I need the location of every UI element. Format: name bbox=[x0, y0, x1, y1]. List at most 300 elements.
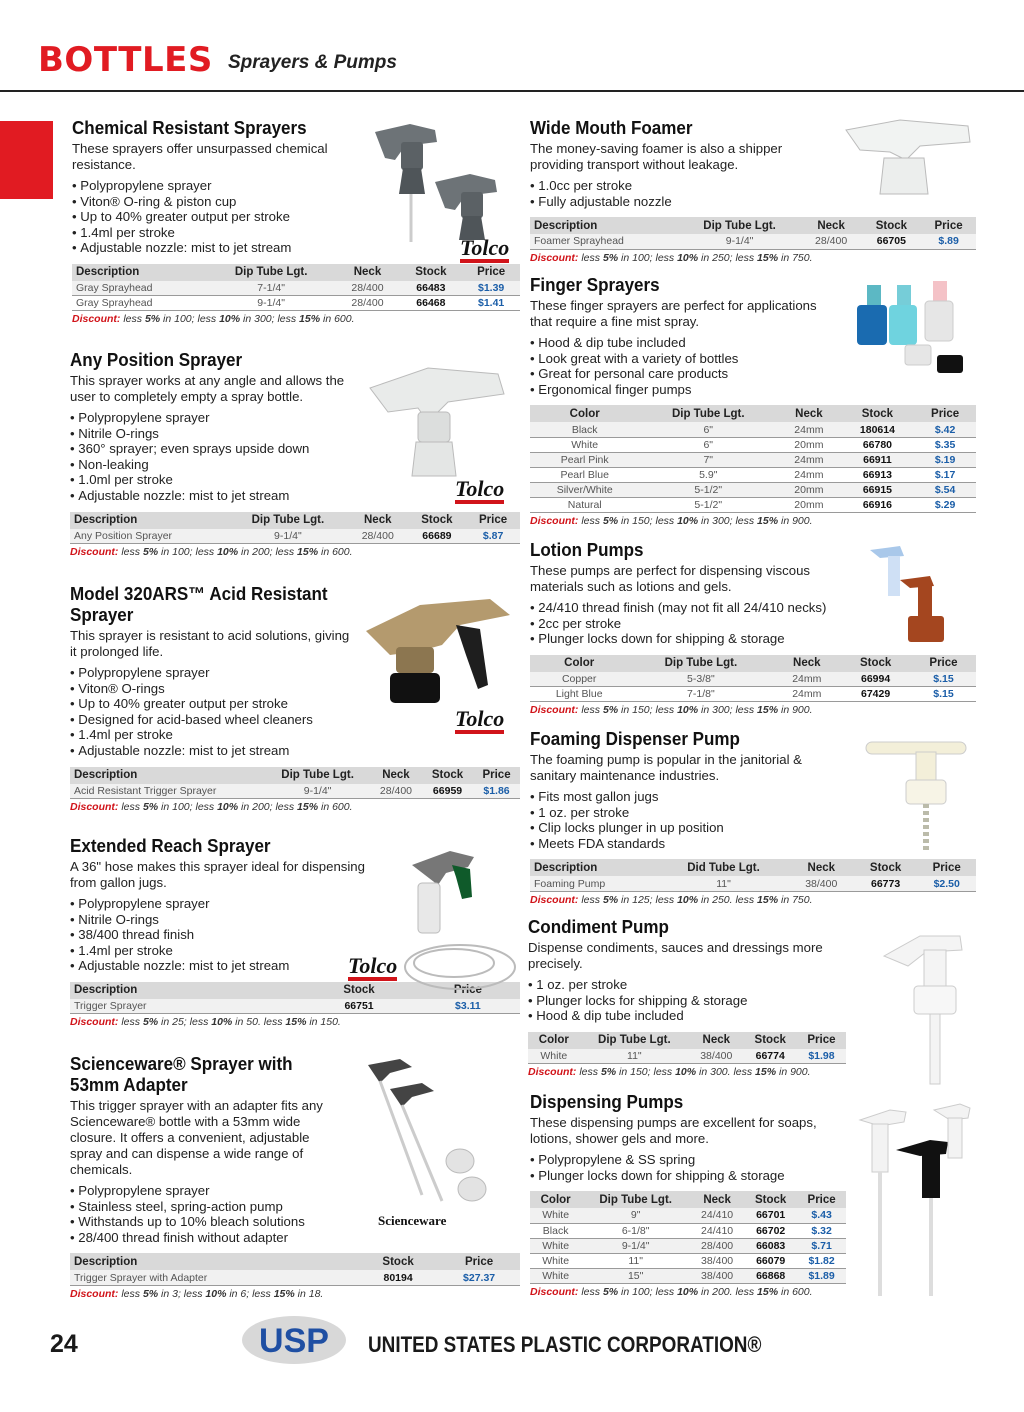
lotion-pumps-image bbox=[860, 540, 955, 660]
table-row bbox=[530, 422, 976, 437]
product-table bbox=[70, 512, 520, 545]
column-header: Neck bbox=[773, 655, 840, 672]
column-header: Price bbox=[416, 982, 520, 999]
table-cell: 28/400 bbox=[801, 234, 862, 249]
discount-note: Discount: less 5% in 125; less 10% in 250. less 15% in 750. bbox=[530, 893, 813, 906]
table-cell: $1.98 bbox=[797, 1049, 846, 1064]
table-header-row bbox=[530, 217, 976, 234]
section-description: A 36" hose makes this sprayer ideal for dispensing from gallon jugs. bbox=[70, 859, 365, 890]
column-header: Dip Tube Lgt. bbox=[265, 767, 370, 784]
feature-item: • Stainless steel, spring-action pump bbox=[70, 1199, 520, 1215]
table-cell: 28/400 bbox=[335, 281, 399, 296]
table-cell: $.29 bbox=[914, 497, 976, 512]
section-title: Dispensing Pumps bbox=[530, 1091, 684, 1112]
table-cell: 24mm bbox=[773, 672, 840, 687]
section-description: This sprayer is resistant to acid solutions, giving it prolonged life. bbox=[70, 628, 350, 659]
section-title: Model 320ARS™ Acid Resistant Sprayer bbox=[70, 583, 328, 625]
section-description: These dispensing pumps are excellent for soaps, lotions, shower gels and more. bbox=[530, 1115, 817, 1146]
table-row bbox=[72, 296, 520, 311]
table-cell: Gray Sprayhead bbox=[72, 281, 207, 296]
table-cell: 20mm bbox=[777, 497, 841, 512]
section-description: These finger sprayers are perfect for applications that require a fine mist spray. bbox=[530, 298, 817, 329]
scienceware-sprayer-image bbox=[350, 1055, 490, 1205]
tolco-logo: Tolco bbox=[348, 953, 397, 981]
table-cell: $.19 bbox=[914, 452, 976, 467]
feature-item: • Ergonomical finger pumps bbox=[530, 382, 976, 398]
discount-note: Discount: less 5% in 150; less 10% in 300; less 15% in 900. bbox=[530, 514, 813, 527]
product-table bbox=[530, 859, 976, 892]
table-cell: 9-1/4" bbox=[228, 529, 348, 544]
table-cell: 28/400 bbox=[370, 784, 422, 799]
table-cell: White bbox=[530, 437, 639, 452]
table-header-row bbox=[72, 264, 520, 281]
page-subtitle: Sprayers & Pumps bbox=[228, 52, 397, 73]
section-description: The foaming pump is popular in the janitorial & sanitary maintenance industries. bbox=[530, 752, 802, 783]
table-cell: Foamer Sprayhead bbox=[530, 234, 678, 249]
table-cell: 9-1/4" bbox=[581, 1238, 690, 1253]
table-header-row bbox=[530, 1191, 846, 1208]
table-cell: 38/400 bbox=[690, 1253, 744, 1268]
table-cell: Pearl Blue bbox=[530, 467, 639, 482]
finger-sprayers-image bbox=[845, 275, 975, 405]
feature-item: • Polypropylene sprayer bbox=[70, 896, 520, 912]
feature-item: • 1.4ml per stroke bbox=[70, 943, 520, 959]
table-cell: 24mm bbox=[777, 467, 841, 482]
column-header: Price bbox=[462, 264, 520, 281]
section-title: Scienceware® Sprayer with 53mm Adapter bbox=[70, 1053, 293, 1095]
table-cell: 20mm bbox=[777, 482, 841, 497]
product-table bbox=[530, 405, 976, 513]
section-title: Extended Reach Sprayer bbox=[70, 835, 271, 856]
table-cell: White bbox=[530, 1253, 581, 1268]
dispensing-pumps-section bbox=[530, 1091, 846, 1298]
foaming-dispenser-pump-image bbox=[860, 736, 975, 856]
column-header: Neck bbox=[370, 767, 422, 784]
table-cell: 66959 bbox=[422, 784, 473, 799]
table-cell: 66701 bbox=[744, 1208, 797, 1223]
table-cell: 66468 bbox=[400, 296, 463, 311]
feature-item: • Non-leaking bbox=[70, 457, 520, 473]
tolco-logo: Tolco bbox=[455, 706, 504, 734]
column-header: Stock bbox=[744, 1032, 797, 1049]
table-cell: 24mm bbox=[777, 422, 841, 437]
table-cell: $.32 bbox=[797, 1223, 846, 1238]
table-cell: $.15 bbox=[911, 672, 976, 687]
column-header: Neck bbox=[335, 264, 399, 281]
table-cell: Gray Sprayhead bbox=[72, 296, 207, 311]
discount-note: Discount: less 5% in 100; less 10% in 200. less 15% in 600. bbox=[530, 1285, 813, 1298]
column-header: Neck bbox=[690, 1191, 744, 1208]
column-header: Stock bbox=[358, 1253, 438, 1270]
table-cell: 66994 bbox=[840, 672, 911, 687]
column-header: Neck bbox=[789, 859, 854, 876]
wide-mouth-foamer-image bbox=[840, 112, 975, 197]
table-cell: 66915 bbox=[841, 482, 915, 497]
feature-item: • 1.4ml per stroke bbox=[70, 727, 520, 743]
feature-item: • Plunger locks for shipping & storage bbox=[528, 993, 846, 1009]
extended-reach-sprayer-image bbox=[390, 845, 520, 1005]
table-cell: Pearl Pink bbox=[530, 452, 639, 467]
column-header: Stock bbox=[862, 217, 922, 234]
scienceware-logo: Scienceware bbox=[378, 1213, 447, 1228]
company-name: UNITED STATES PLASTIC CORPORATION® bbox=[368, 1332, 762, 1357]
table-header-row bbox=[530, 405, 976, 422]
table-cell: $1.82 bbox=[797, 1253, 846, 1268]
dispensing-pumps-image bbox=[850, 1096, 975, 1301]
table-cell: 24/410 bbox=[690, 1208, 744, 1223]
acid-resistant-sprayer-image bbox=[360, 585, 525, 710]
table-cell: 180614 bbox=[841, 422, 915, 437]
table-cell: 24/410 bbox=[690, 1223, 744, 1238]
table-cell: 66916 bbox=[841, 497, 915, 512]
table-row bbox=[70, 529, 520, 544]
feature-item: • 2cc per stroke bbox=[530, 616, 976, 632]
section-description: These sprayers offer unsurpassed chemical resistance. bbox=[72, 141, 328, 172]
table-cell: 66702 bbox=[744, 1223, 797, 1238]
column-header: Stock bbox=[841, 405, 915, 422]
product-table bbox=[530, 1191, 846, 1284]
section-title: Finger Sprayers bbox=[530, 274, 660, 295]
feature-item: • 360° sprayer; even sprays upside down bbox=[70, 441, 520, 457]
table-cell: Black bbox=[530, 422, 639, 437]
section-title: Foaming Dispenser Pump bbox=[530, 728, 740, 749]
section-description: The money-saving foamer is also a shipper providing transport without leakage. bbox=[530, 141, 783, 172]
tolco-logo: Tolco bbox=[460, 235, 509, 263]
usp-logo bbox=[240, 1314, 348, 1366]
section-title: Chemical Resistant Sprayers bbox=[72, 117, 307, 138]
column-header: Did Tube Lgt. bbox=[658, 859, 789, 876]
column-header: Neck bbox=[777, 405, 841, 422]
feature-list bbox=[528, 977, 846, 1024]
feature-item: • Withstands up to 10% bleach solutions bbox=[70, 1214, 520, 1230]
feature-item: • 28/400 thread finish without adapter bbox=[70, 1230, 520, 1246]
table-cell: 11" bbox=[580, 1049, 689, 1064]
column-header: Stock bbox=[744, 1191, 797, 1208]
table-row bbox=[530, 452, 976, 467]
table-cell: 66868 bbox=[744, 1268, 797, 1283]
table-cell: $.42 bbox=[914, 422, 976, 437]
table-cell: 66774 bbox=[744, 1049, 797, 1064]
table-cell: 5-1/2" bbox=[639, 497, 777, 512]
column-header: Stock bbox=[840, 655, 911, 672]
table-row bbox=[528, 1049, 846, 1064]
svg-text:USP: USP bbox=[259, 1322, 329, 1360]
table-cell: 66751 bbox=[302, 999, 415, 1014]
table-cell: 66689 bbox=[408, 529, 467, 544]
product-table bbox=[70, 767, 520, 800]
column-header: Dip Tube Lgt. bbox=[639, 405, 777, 422]
table-row bbox=[530, 1268, 846, 1283]
column-header: Dip Tube Lgt. bbox=[580, 1032, 689, 1049]
table-row bbox=[530, 437, 976, 452]
column-header: Neck bbox=[689, 1032, 743, 1049]
discount-note: Discount: less 5% in 25; less 10% in 50. less 15% in 150. bbox=[70, 1016, 341, 1029]
table-cell: 38/400 bbox=[689, 1049, 743, 1064]
table-cell: Foaming Pump bbox=[530, 876, 658, 891]
column-header: Stock bbox=[302, 982, 415, 999]
table-row bbox=[70, 1270, 520, 1285]
table-cell: 7-1/4" bbox=[207, 281, 336, 296]
feature-item: • Polypropylene sprayer bbox=[70, 1183, 520, 1199]
table-cell: 9-1/4" bbox=[207, 296, 336, 311]
feature-item: • 1 oz. per stroke bbox=[530, 805, 976, 821]
product-table bbox=[70, 1253, 520, 1286]
table-cell: 66083 bbox=[744, 1238, 797, 1253]
column-header: Stock bbox=[422, 767, 473, 784]
table-cell: Any Position Sprayer bbox=[70, 529, 228, 544]
table-header-row bbox=[528, 1032, 846, 1049]
any-position-sprayer-image bbox=[358, 352, 523, 482]
table-cell: 7-1/8" bbox=[628, 687, 773, 702]
table-row bbox=[70, 784, 520, 799]
section-title: Any Position Sprayer bbox=[70, 349, 243, 370]
table-row bbox=[530, 467, 976, 482]
table-cell: Silver/White bbox=[530, 482, 639, 497]
table-cell: $.43 bbox=[797, 1208, 846, 1223]
table-row bbox=[530, 876, 976, 891]
table-cell: 67429 bbox=[840, 687, 911, 702]
table-header-row bbox=[530, 859, 976, 876]
feature-item: • Fully adjustable nozzle bbox=[530, 194, 976, 210]
feature-item: • Viton® O-ring & piston cup bbox=[72, 194, 520, 210]
column-header: Color bbox=[530, 655, 628, 672]
table-cell: $.17 bbox=[914, 467, 976, 482]
feature-item: • Meets FDA standards bbox=[530, 836, 976, 852]
table-cell: 66773 bbox=[854, 876, 918, 891]
tolco-logo: Tolco bbox=[455, 476, 504, 504]
column-header: Price bbox=[797, 1032, 846, 1049]
table-cell: 38/400 bbox=[690, 1268, 744, 1283]
table-cell: 11" bbox=[581, 1253, 690, 1268]
table-cell: 20mm bbox=[777, 437, 841, 452]
product-table bbox=[72, 264, 520, 312]
feature-item: • Polypropylene sprayer bbox=[70, 665, 520, 681]
discount-note: Discount: less 5% in 100; less 10% in 200; less 15% in 600. bbox=[70, 546, 353, 559]
column-header: Price bbox=[914, 405, 976, 422]
table-cell: Acid Resistant Trigger Sprayer bbox=[70, 784, 265, 799]
discount-note: Discount: less 5% in 100; less 10% in 200; less 15% in 600. bbox=[70, 801, 353, 814]
table-cell: 24mm bbox=[777, 452, 841, 467]
table-header-row bbox=[70, 512, 520, 529]
table-cell: White bbox=[530, 1208, 581, 1223]
table-cell: $1.41 bbox=[462, 296, 520, 311]
discount-note: Discount: less 5% in 3; less 10% in 6; less 15% in 18. bbox=[70, 1287, 324, 1300]
feature-item: • 1.0ml per stroke bbox=[70, 472, 520, 488]
discount-note: Discount: less 5% in 150; less 10% in 300. less 15% in 900. bbox=[528, 1066, 811, 1079]
feature-item: • Polypropylene sprayer bbox=[70, 410, 520, 426]
section-description: This trigger sprayer with an adapter fits any Scienceware® bottle with a 53mm wide closure. It offers a convenient, adjustable spray and can dispense a wide range of chemicals. bbox=[70, 1098, 323, 1177]
table-row bbox=[530, 497, 976, 512]
feature-item: • Clip locks plunger in up position bbox=[530, 820, 976, 836]
column-header: Description bbox=[70, 1253, 358, 1270]
column-header: Price bbox=[438, 1253, 520, 1270]
column-header: Price bbox=[917, 859, 976, 876]
feature-item: • Hood & dip tube included bbox=[530, 335, 976, 351]
feature-item: • 1.4ml per stroke bbox=[72, 225, 520, 241]
section-description: This sprayer works at any angle and allows the user to completely empty a spray bottle. bbox=[70, 373, 345, 404]
discount-note: Discount: less 5% in 100; less 10% in 300; less 15% in 600. bbox=[72, 313, 355, 326]
table-row bbox=[530, 234, 976, 249]
table-cell: White bbox=[530, 1238, 581, 1253]
column-header: Price bbox=[466, 512, 520, 529]
table-cell: Light Blue bbox=[530, 687, 628, 702]
table-row bbox=[530, 672, 976, 687]
section-tab-marker bbox=[0, 121, 53, 199]
column-header: Color bbox=[530, 1191, 581, 1208]
section-title: Condiment Pump bbox=[528, 916, 669, 937]
column-header: Dip Tube Lgt. bbox=[207, 264, 336, 281]
discount-note: Discount: less 5% in 150; less 10% in 300; less 15% in 900. bbox=[530, 704, 813, 717]
table-cell: White bbox=[528, 1049, 580, 1064]
table-cell: 66483 bbox=[400, 281, 463, 296]
condiment-pump-section bbox=[528, 916, 846, 1078]
feature-item: • Plunger locks down for shipping & storage bbox=[530, 1168, 846, 1184]
table-cell: 9-1/4" bbox=[678, 234, 800, 249]
table-cell: Trigger Sprayer bbox=[70, 999, 302, 1014]
table-cell: $.87 bbox=[466, 529, 520, 544]
column-header: Color bbox=[528, 1032, 580, 1049]
table-cell: 5-3/8" bbox=[628, 672, 773, 687]
column-header: Dip Tube Lgt. bbox=[228, 512, 348, 529]
product-table bbox=[530, 655, 976, 703]
table-row bbox=[530, 1238, 846, 1253]
feature-item: • Adjustable nozzle: mist to jet stream bbox=[72, 240, 520, 256]
table-cell: 6-1/8" bbox=[581, 1223, 690, 1238]
table-row bbox=[530, 687, 976, 702]
table-cell: Natural bbox=[530, 497, 639, 512]
table-cell: White bbox=[530, 1268, 581, 1283]
feature-item: • Polypropylene & SS spring bbox=[530, 1152, 846, 1168]
page-header bbox=[0, 0, 1024, 92]
discount-note: Discount: less 5% in 100; less 10% in 250; less 15% in 750. bbox=[530, 251, 813, 264]
table-cell: 9-1/4" bbox=[265, 784, 370, 799]
feature-item: • Adjustable nozzle: mist to jet stream bbox=[70, 488, 520, 504]
feature-item: • Adjustable nozzle: mist to jet stream bbox=[70, 958, 520, 974]
table-cell: 28/400 bbox=[690, 1238, 744, 1253]
page-number: 24 bbox=[50, 1330, 78, 1358]
column-header: Stock bbox=[400, 264, 463, 281]
column-header: Color bbox=[530, 405, 639, 422]
column-header: Dip Tube Lgt. bbox=[678, 217, 800, 234]
column-header: Price bbox=[921, 217, 976, 234]
column-header: Description bbox=[70, 982, 302, 999]
feature-item: • Designed for acid-based wheel cleaners bbox=[70, 712, 520, 728]
table-cell: $.35 bbox=[914, 437, 976, 452]
table-cell: 66705 bbox=[862, 234, 922, 249]
feature-item: • 24/410 thread finish (may not fit all 24/410 necks) bbox=[530, 600, 976, 616]
table-cell: 66911 bbox=[841, 452, 915, 467]
product-table bbox=[528, 1032, 846, 1065]
table-cell: Trigger Sprayer with Adapter bbox=[70, 1270, 358, 1285]
table-cell: 66780 bbox=[841, 437, 915, 452]
column-header: Price bbox=[911, 655, 976, 672]
table-cell: 28/400 bbox=[348, 529, 408, 544]
table-cell: 66079 bbox=[744, 1253, 797, 1268]
table-cell: $27.37 bbox=[438, 1270, 520, 1285]
table-header-row bbox=[70, 767, 520, 784]
table-cell: 6" bbox=[639, 422, 777, 437]
column-header: Neck bbox=[348, 512, 408, 529]
table-cell: $.54 bbox=[914, 482, 976, 497]
column-header: Neck bbox=[801, 217, 862, 234]
table-cell: 38/400 bbox=[789, 876, 854, 891]
section-description: These pumps are perfect for dispensing viscous materials such as lotions and gels. bbox=[530, 563, 811, 594]
section-title: Lotion Pumps bbox=[530, 539, 644, 560]
column-header: Description bbox=[72, 264, 207, 281]
table-cell: $2.50 bbox=[917, 876, 976, 891]
table-header-row bbox=[70, 1253, 520, 1270]
feature-item: • 1.0cc per stroke bbox=[530, 178, 976, 194]
condiment-pump-image bbox=[880, 926, 975, 1086]
table-cell: 24mm bbox=[773, 687, 840, 702]
table-cell: 66913 bbox=[841, 467, 915, 482]
column-header: Price bbox=[473, 767, 520, 784]
table-cell: $.89 bbox=[921, 234, 976, 249]
feature-item: • Nitrile O-rings bbox=[70, 426, 520, 442]
table-cell: 28/400 bbox=[335, 296, 399, 311]
table-cell: 9" bbox=[581, 1208, 690, 1223]
table-cell: 11" bbox=[658, 876, 789, 891]
column-header: Price bbox=[797, 1191, 846, 1208]
table-row bbox=[530, 482, 976, 497]
feature-item: • Viton® O-rings bbox=[70, 681, 520, 697]
feature-item: • Plunger locks down for shipping & storage bbox=[530, 631, 976, 647]
feature-item: • Up to 40% greater output per stroke bbox=[72, 209, 520, 225]
table-row bbox=[530, 1208, 846, 1223]
feature-item: • Adjustable nozzle: mist to jet stream bbox=[70, 743, 520, 759]
feature-item: • Polypropylene sprayer bbox=[72, 178, 520, 194]
table-cell: $.15 bbox=[911, 687, 976, 702]
column-header: Dip Tube Lgt. bbox=[581, 1191, 690, 1208]
table-row bbox=[72, 281, 520, 296]
table-cell: Copper bbox=[530, 672, 628, 687]
column-header: Description bbox=[70, 512, 228, 529]
table-cell: 80194 bbox=[358, 1270, 438, 1285]
table-cell: $1.39 bbox=[462, 281, 520, 296]
column-header: Stock bbox=[408, 512, 467, 529]
feature-item: • Great for personal care products bbox=[530, 366, 976, 382]
section-description: Dispense condiments, sauces and dressings more precisely. bbox=[528, 940, 823, 971]
table-cell: 6" bbox=[639, 437, 777, 452]
table-cell: $1.86 bbox=[473, 784, 520, 799]
table-row bbox=[530, 1253, 846, 1268]
table-cell: Black bbox=[530, 1223, 581, 1238]
feature-item: • Nitrile O-rings bbox=[70, 912, 520, 928]
table-cell: $3.11 bbox=[416, 999, 520, 1014]
product-table bbox=[530, 217, 976, 250]
column-header: Stock bbox=[854, 859, 918, 876]
feature-item: • 1 oz. per stroke bbox=[528, 977, 846, 993]
column-header: Description bbox=[70, 767, 265, 784]
feature-list bbox=[530, 1152, 846, 1183]
feature-item: • Up to 40% greater output per stroke bbox=[70, 696, 520, 712]
feature-item: • Fits most gallon jugs bbox=[530, 789, 976, 805]
table-cell: 7" bbox=[639, 452, 777, 467]
section-title: Wide Mouth Foamer bbox=[530, 117, 693, 138]
feature-item: • Hood & dip tube included bbox=[528, 1008, 846, 1024]
column-header: Description bbox=[530, 859, 658, 876]
column-header: Dip Tube Lgt. bbox=[628, 655, 773, 672]
gray-trigger-sprayer-image bbox=[365, 112, 515, 252]
table-cell: 5.9" bbox=[639, 467, 777, 482]
table-row bbox=[530, 1223, 846, 1238]
feature-item: • 38/400 thread finish bbox=[70, 927, 520, 943]
table-cell: $.71 bbox=[797, 1238, 846, 1253]
column-header: Description bbox=[530, 217, 678, 234]
table-cell: 5-1/2" bbox=[639, 482, 777, 497]
feature-item: • Look great with a variety of bottles bbox=[530, 351, 976, 367]
table-cell: $1.89 bbox=[797, 1268, 846, 1283]
